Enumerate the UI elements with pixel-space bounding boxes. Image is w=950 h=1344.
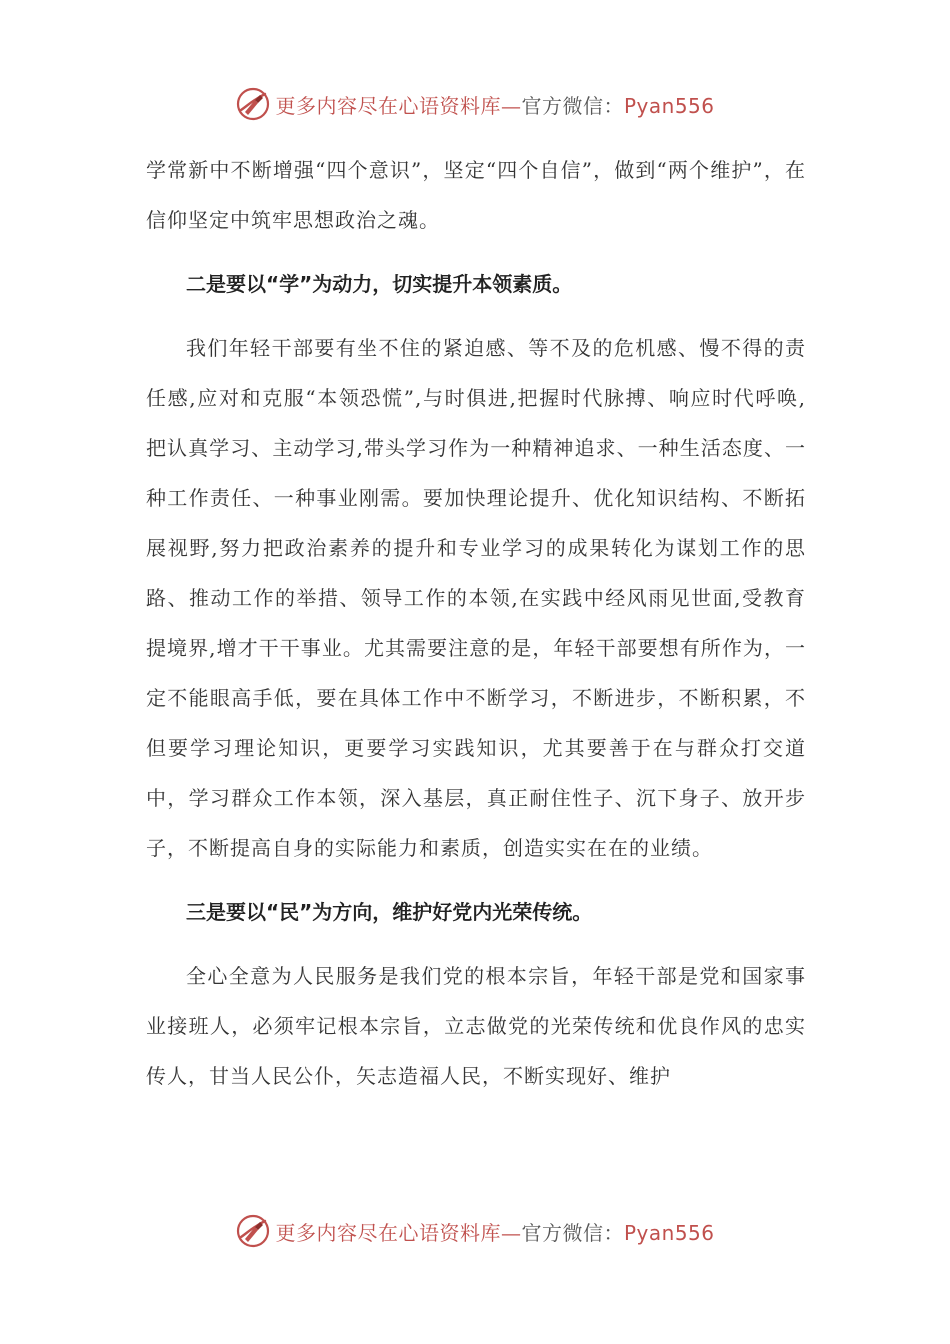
banner-label: 官方微信： — [521, 93, 624, 118]
pen-nib-icon — [235, 86, 271, 122]
paragraph-people: 全心全意为人民服务是我们党的根本宗旨，年轻干部是党和国家事业接班人，必须牢记根本宗旨，立志做党的光荣传统和优良作风的忠实传人，甘当人民公仆，矢志造福人民，不断实现好、维护 — [146, 964, 806, 1088]
paragraph-continued: 学常新中不断增强“四个意识”，坚定“四个自信”，做到“两个维护”，在信仰坚定中筑牢思想政治之魂。 — [146, 158, 806, 232]
banner-dash: — — [500, 93, 522, 118]
banner-label: 官方微信： — [521, 1220, 624, 1245]
banner-main-text: 更多内容尽在心语资料库 — [275, 1220, 501, 1245]
pen-nib-icon — [235, 1213, 271, 1249]
document-body — [146, 145, 806, 1101]
header-watermark-banner — [0, 84, 950, 124]
banner-wechat-id: Pyan556 — [623, 1220, 715, 1245]
footer-watermark-banner — [0, 1211, 950, 1251]
banner-dash: — — [500, 1220, 522, 1245]
banner-wechat-id: Pyan556 — [623, 93, 715, 118]
paragraph-study: 我们年轻干部要有坐不住的紧迫感、等不及的危机感、慢不得的责任感,应对和克服“本领恐慌”,与时俱进,把握时代脉搏、响应时代呼唤,把认真学习、主动学习,带头学习作为一种精神追求、一种生活态度、一种工作责任、一种事业刚需。要加快理论提升、优化知识结构、不断拓展视野,努力把政治素养的提升和专业学习的成果转化为谋划工作的思路、推动工作的举措、领导工作的本领,在实践中经风雨见世面,受教育提境界,增才干干事业。尤其需要注意的是，年轻干部要想有所作为，一定不能眼高手低，要在具体工作中不断学习，不断进步，不断积累，不但要学习理论知识，更要学习实践知识，尤其要善于在与群众打交道中，学习群众工作本领，深入基层，真正耐住性子、沉下身子、放开步子，不断提高自身的实际能力和素质，创造实实在在的业绩。 — [146, 336, 806, 860]
section-heading-2: 二是要以“学”为动力，切实提升本领素质。 — [186, 272, 573, 296]
banner-main-text: 更多内容尽在心语资料库 — [275, 93, 501, 118]
section-heading-3: 三是要以“民”为方向，维护好党内光荣传统。 — [186, 900, 593, 924]
